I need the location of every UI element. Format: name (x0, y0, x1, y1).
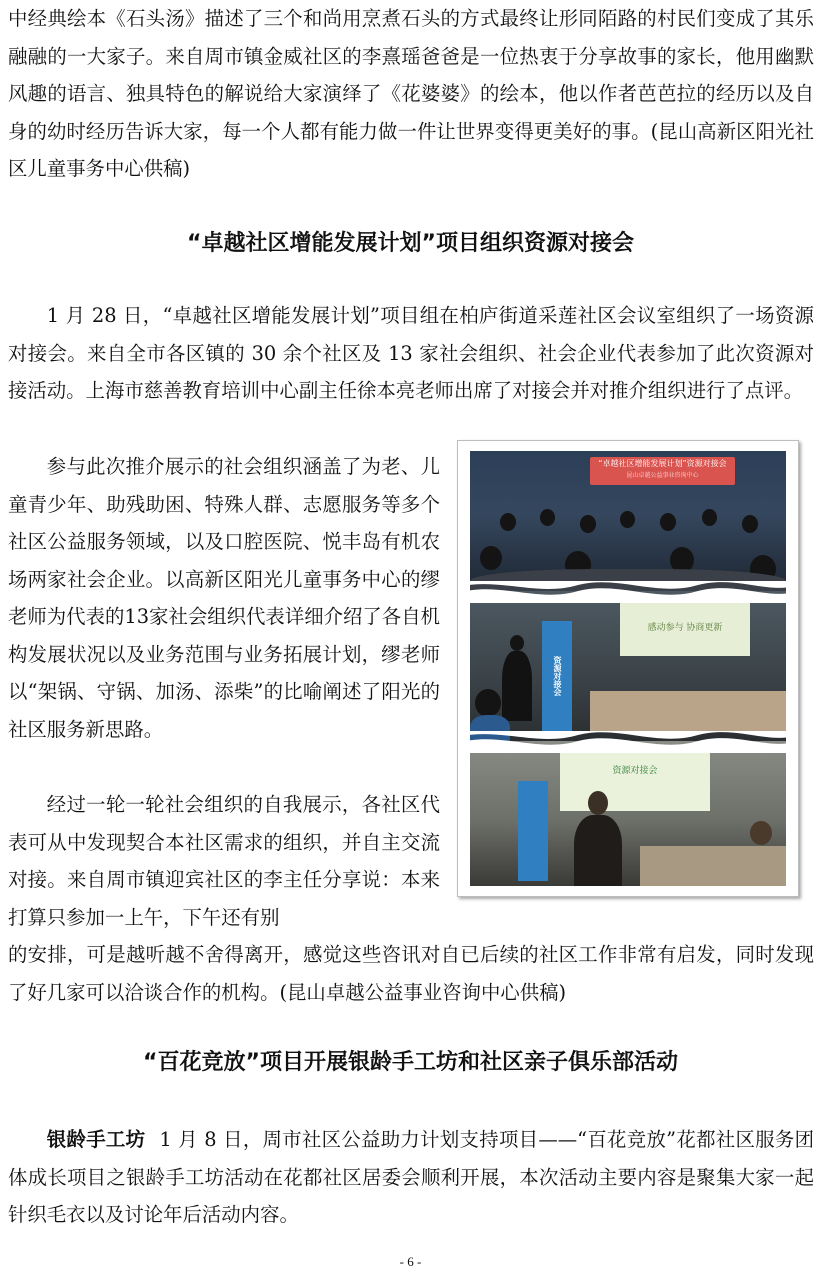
section1-paragraph-3: 经过一轮一轮社会组织的自我展示，各社区代表可从中发现契合本社区需求的组织，并自主交流对接。来自周市镇迎宾社区的李主任分享说：本来打算只参加一上午，下午还有别 (8, 793, 440, 929)
event-banner (590, 457, 735, 485)
banner-text: “卓越社区增能发展计划”资源对接会 (598, 459, 727, 468)
projector-screen-2: 资源对接会 (560, 751, 710, 811)
section1-paragraph-1: 1 月 28 日，“卓越社区增能发展计划”项目组在柏庐街道采莲社区会议室组织了一场资源对接会。来自全市各区镇的 30 余个社区及 13 家社会组织、社会企业代表参加了此次资源对接活动。上海市慈善教育培训中心副主任徐本亮老师出席了对接会并对推介组织进行了点评。 (8, 304, 814, 402)
rollup-banner-2 (518, 781, 548, 881)
meeting-photo-presenter (470, 741, 786, 886)
page-number: - 6 - (399, 1254, 422, 1269)
meeting-photo-speaker (470, 591, 786, 741)
banner-subtext: 昆山卓越公益事业咨询中心 (626, 472, 699, 479)
section1-paragraph-2: 参与此次推介展示的社会组织涵盖了为老、儿童青少年、助残助困、特殊人群、志愿服务等多个社区公益服务领域，以及口腔医院、悦丰岛有机农场两家社会企业。以高新区阳光儿童事务中心的缪老师为代表的13家社会组织代表详细介绍了各自机构发展状况以及业务范围与业务拓展计划，缪老师以“架锅、守锅、加汤、添柴”的比喻阐述了阳光的社区服务新思路。 (8, 455, 440, 741)
section1-paragraph-3-continued: 的安排，可是越听越不舍得离开，感觉这些咨讯对自已后续的社区工作非常有启发，同时发现了好几家可以洽谈合作的机构。(昆山卓越公益事业咨询中心供稿) (8, 943, 814, 1004)
intro-paragraph: 中经典绘本《石头汤》描述了三个和尚用烹煮石头的方式最终让形同陌路的村民们变成了其乐融融的一大家子。来自周市镇金威社区的李熹瑶爸爸是一位热衷于分享故事的家长，他用幽默风趣的语言、独具特色的解说给大家演绎了《花婆婆》的绘本，他以作者芭芭拉的经历以及自身的幼时经历告诉大家，每一个人都有能力做一件让世界变得更美好的事。(昆山高新区阳光社区儿童事务中心供稿) (8, 7, 814, 180)
section1-title: “卓越社区增能发展计划”项目组织资源对接会 (187, 231, 634, 256)
projector-screen: 感动参与 协商更新 (620, 601, 750, 656)
section2-lead: 银龄手工坊 (46, 1128, 146, 1151)
collage-wave-divider-2 (458, 731, 798, 753)
section2-paragraph-text: 1 月 8 日，周市社区公益助力计划支持项目——“百花竞放”花都社区服务团体成长项目之银龄手工坊活动在花都社区居委会顺利开展，本次活动主要内容是聚集大家一起针织毛衣以及讨论年后活动内容。 (8, 1128, 814, 1226)
section2-title: “百花竞放”项目开展银龄手工坊和社区亲子俱乐部活动 (143, 1050, 678, 1075)
section2-paragraph-1 (8, 1121, 814, 1234)
photo-collage (457, 440, 799, 897)
rollup-banner: 资源对接会 (542, 621, 572, 731)
collage-wave-divider-1 (458, 581, 798, 603)
meeting-photo-audience (470, 451, 786, 591)
